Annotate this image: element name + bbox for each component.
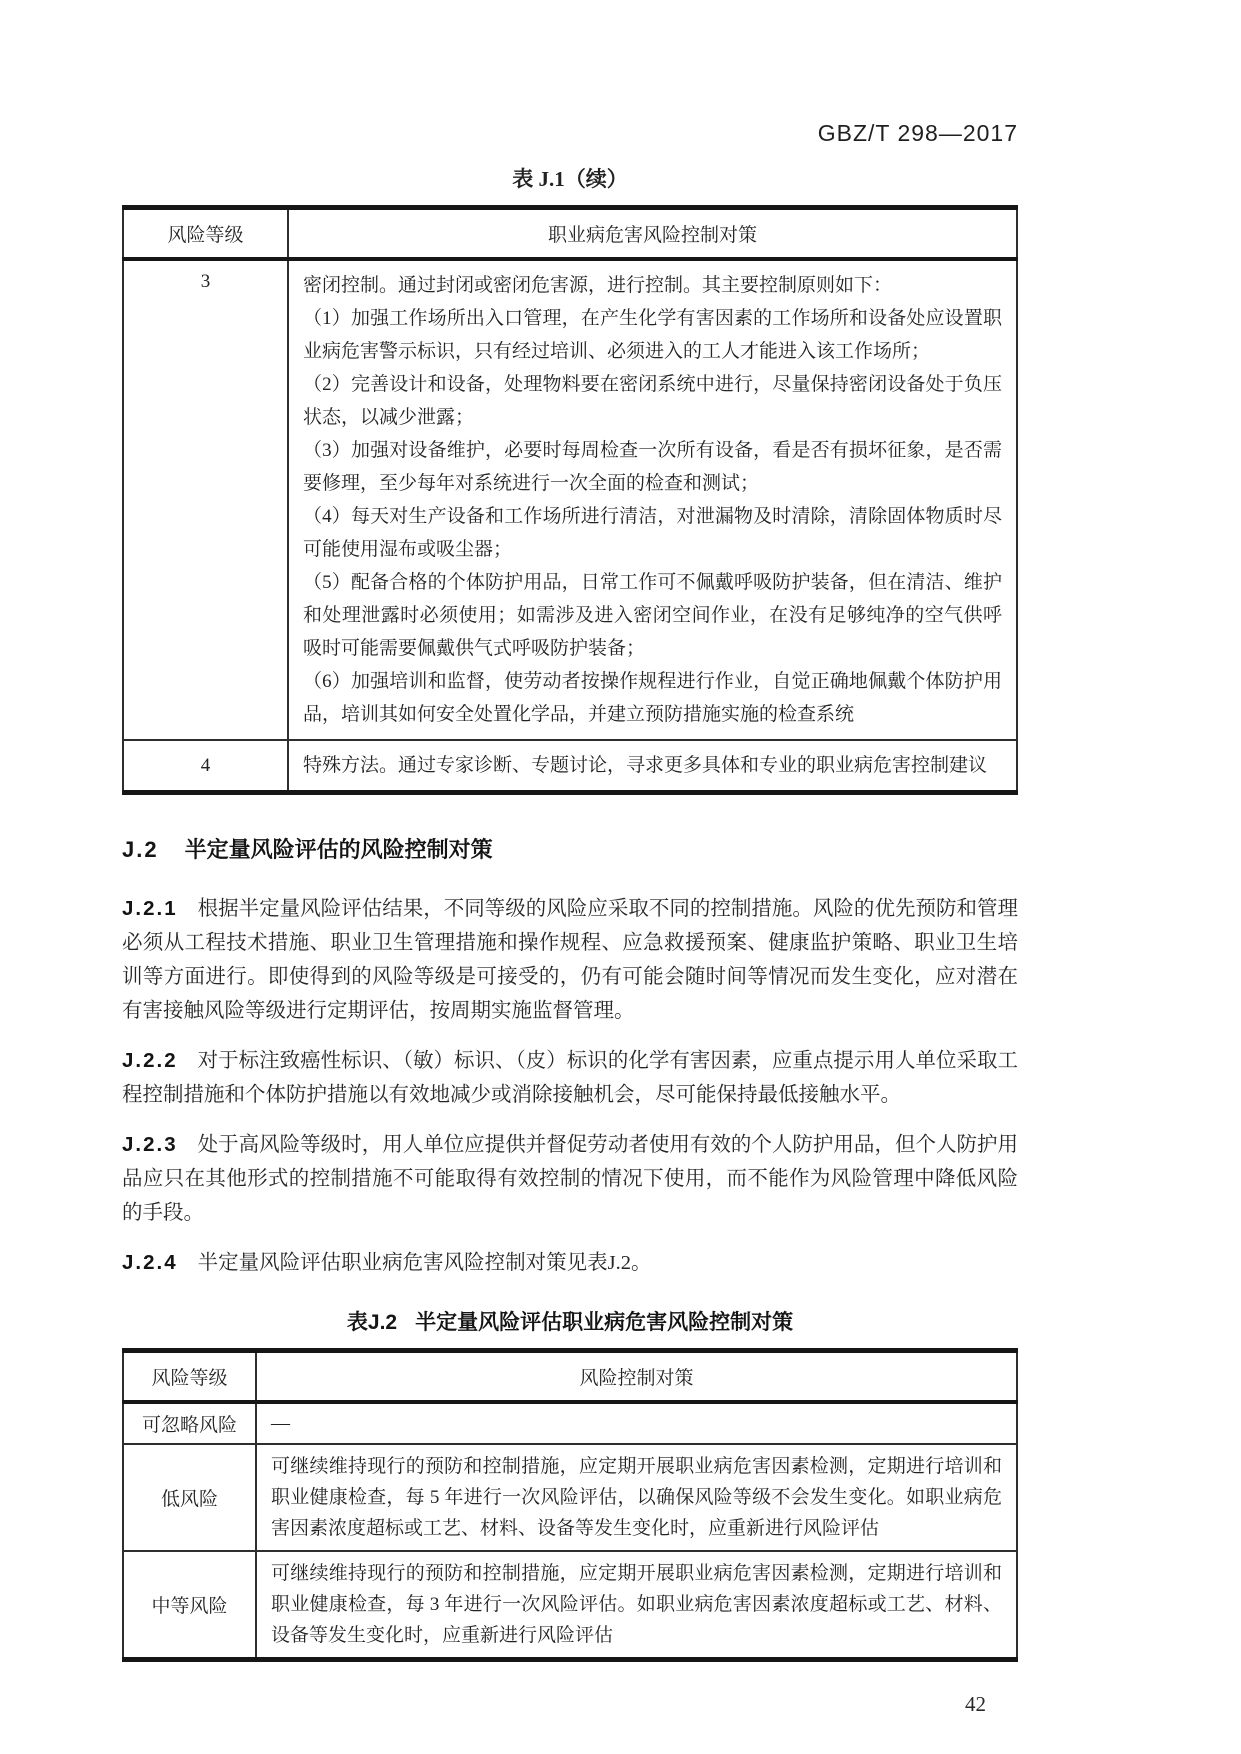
control-measures-cell: — xyxy=(256,1402,1017,1444)
measure-item-1: （1）加强工作场所出入口管理，在产生化学有害因素的工作场所和设备处应设置职业病危害警示标识，只有经过培训、必须进入的工人才能进入该工作场所； xyxy=(303,308,1002,362)
paragraph-j2-3-text: 处于高风险等级时，用人单位应提供并督促劳动者使用有效的个人防护用品，但个人防护用品应只在其他形式的控制措施不可能取得有效控制的情况下使用，而不能作为风险管理中降低风险的手段。 xyxy=(122,1134,1018,1224)
section-j2-title: 半定量风险评估的风险控制对策 xyxy=(184,837,493,862)
table-row xyxy=(123,1551,1017,1660)
section-j2-heading xyxy=(122,833,1018,864)
control-measures-cell: 可继续维持现行的预防和控制措施，应定期开展职业病危害因素检测，定期进行培训和职业健康检查，每 3 年进行一次风险评估。如职业病危害因素浓度超标或工艺、材料、设备等发生变化时，应重新进行风险评估 xyxy=(256,1551,1017,1660)
measure-item-2: （2）完善设计和设备，处理物料要在密闭系统中进行，尽量保持密闭设备处于负压状态，以减少泄露； xyxy=(303,374,1002,428)
measure-item-3: （3）加强对设备维护，必要时每周检查一次所有设备，看是否有损坏征象，是否需要修理，至少每年对系统进行一次全面的检查和测试； xyxy=(303,440,1002,494)
page-number: 42 xyxy=(965,1692,986,1716)
control-measures-cell: 可继续维持现行的预防和控制措施，应定期开展职业病危害因素检测，定期进行培训和职业健康检查，每 5 年进行一次风险评估，以确保风险等级不会发生变化。如职业病危害因素浓度超标或工艺、材料、设备等发生变化时，应重新进行风险评估 xyxy=(256,1444,1017,1551)
control-measures-cell xyxy=(288,740,1017,793)
paragraph-j2-1-label: J.2.1 xyxy=(122,897,178,920)
section-j2-label: J.2 xyxy=(122,837,159,862)
table-j1-col-measures: 职业病危害风险控制对策 xyxy=(288,208,1017,260)
paragraph-j2-2-label: J.2.2 xyxy=(122,1049,178,1072)
paragraph-j2-4-label: J.2.4 xyxy=(122,1251,178,1274)
paragraph-j2-4-text: 半定量风险评估职业病危害风险控制对策见表J.2。 xyxy=(197,1252,652,1274)
table-j2-caption-label: 表J.2 xyxy=(346,1311,398,1334)
doc-number: GBZ/T 298—2017 xyxy=(817,120,1018,146)
table-j1-caption: 表 J.1（续） xyxy=(512,167,628,191)
control-measures-cell xyxy=(288,259,1017,740)
measure-line: 特殊方法。通过专家诊断、专题讨论，寻求更多具体和专业的职业病危害控制建议 xyxy=(303,755,988,776)
table-j2-col-measures: 风险控制对策 xyxy=(256,1351,1017,1403)
paragraph-j2-2-text: 对于标注致癌性标识、（敏）标识、（皮）标识的化学有害因素，应重点提示用人单位采取工程控制措施和个体防护措施以有效地减少或消除接触机会，尽可能保持最低接触水平。 xyxy=(122,1050,1018,1106)
measure-item-6: （6）加强培训和监督，使劳动者按操作规程进行作业，自觉正确地佩戴个体防护用品，培训其如何安全处置化学品，并建立预防措施实施的检查系统 xyxy=(303,671,1002,725)
paragraph-j2-3 xyxy=(122,1128,1018,1230)
page-content xyxy=(122,0,1018,1717)
table-j1-header-row xyxy=(123,208,1017,260)
table-row xyxy=(123,740,1017,793)
table-row xyxy=(123,259,1017,740)
table-j2-header-row xyxy=(123,1351,1017,1403)
table-j2-caption-title: 半定量风险评估职业病危害风险控制对策 xyxy=(415,1311,794,1334)
table-j2-caption xyxy=(122,1306,1018,1336)
table-j2 xyxy=(122,1348,1018,1662)
measure-item-5: （5）配备合格的个体防护用品，日常工作可不佩戴呼吸防护装备，但在清洁、维护和处理泄露时必须使用；如需涉及进入密闭空间作业，在没有足够纯净的空气供呼吸时可能需要佩戴供气式呼吸防护装备； xyxy=(303,572,1002,659)
table-j2-col-risk-level: 风险等级 xyxy=(123,1351,256,1403)
paragraph-j2-1-text: 根据半定量风险评估结果，不同等级的风险应采取不同的控制措施。风险的优先预防和管理必须从工程技术措施、职业卫生管理措施和操作规程、应急救援预案、健康监护策略、职业卫生培训等方面进行。即使得到的风险等级是可接受的，仍有可能会随时间等情况而发生变化，应对潜在有害接触风险等级进行定期评估，按周期实施监督管理。 xyxy=(122,898,1018,1022)
risk-level-value: 3 xyxy=(123,259,288,740)
risk-level-value: 低风险 xyxy=(123,1444,256,1551)
table-row xyxy=(123,1444,1017,1551)
measure-item-4: （4）每天对生产设备和工作场所进行清洁，对泄漏物及时清除，清除固体物质时尽可能使用湿布或吸尘器； xyxy=(303,506,1002,560)
paragraph-j2-2 xyxy=(122,1044,1018,1112)
table-row xyxy=(123,1402,1017,1444)
table-j1 xyxy=(122,205,1018,795)
risk-level-value: 4 xyxy=(123,740,288,793)
paragraph-j2-1 xyxy=(122,892,1018,1028)
paragraph-j2-4 xyxy=(122,1246,1018,1280)
paragraph-j2-3-label: J.2.3 xyxy=(122,1133,178,1156)
risk-level-value: 中等风险 xyxy=(123,1551,256,1660)
risk-level-value: 可忽略风险 xyxy=(123,1402,256,1444)
measure-intro-line: 密闭控制。通过封闭或密闭危害源，进行控制。其主要控制原则如下： xyxy=(303,275,893,296)
table-j1-col-risk-level: 风险等级 xyxy=(123,208,288,260)
